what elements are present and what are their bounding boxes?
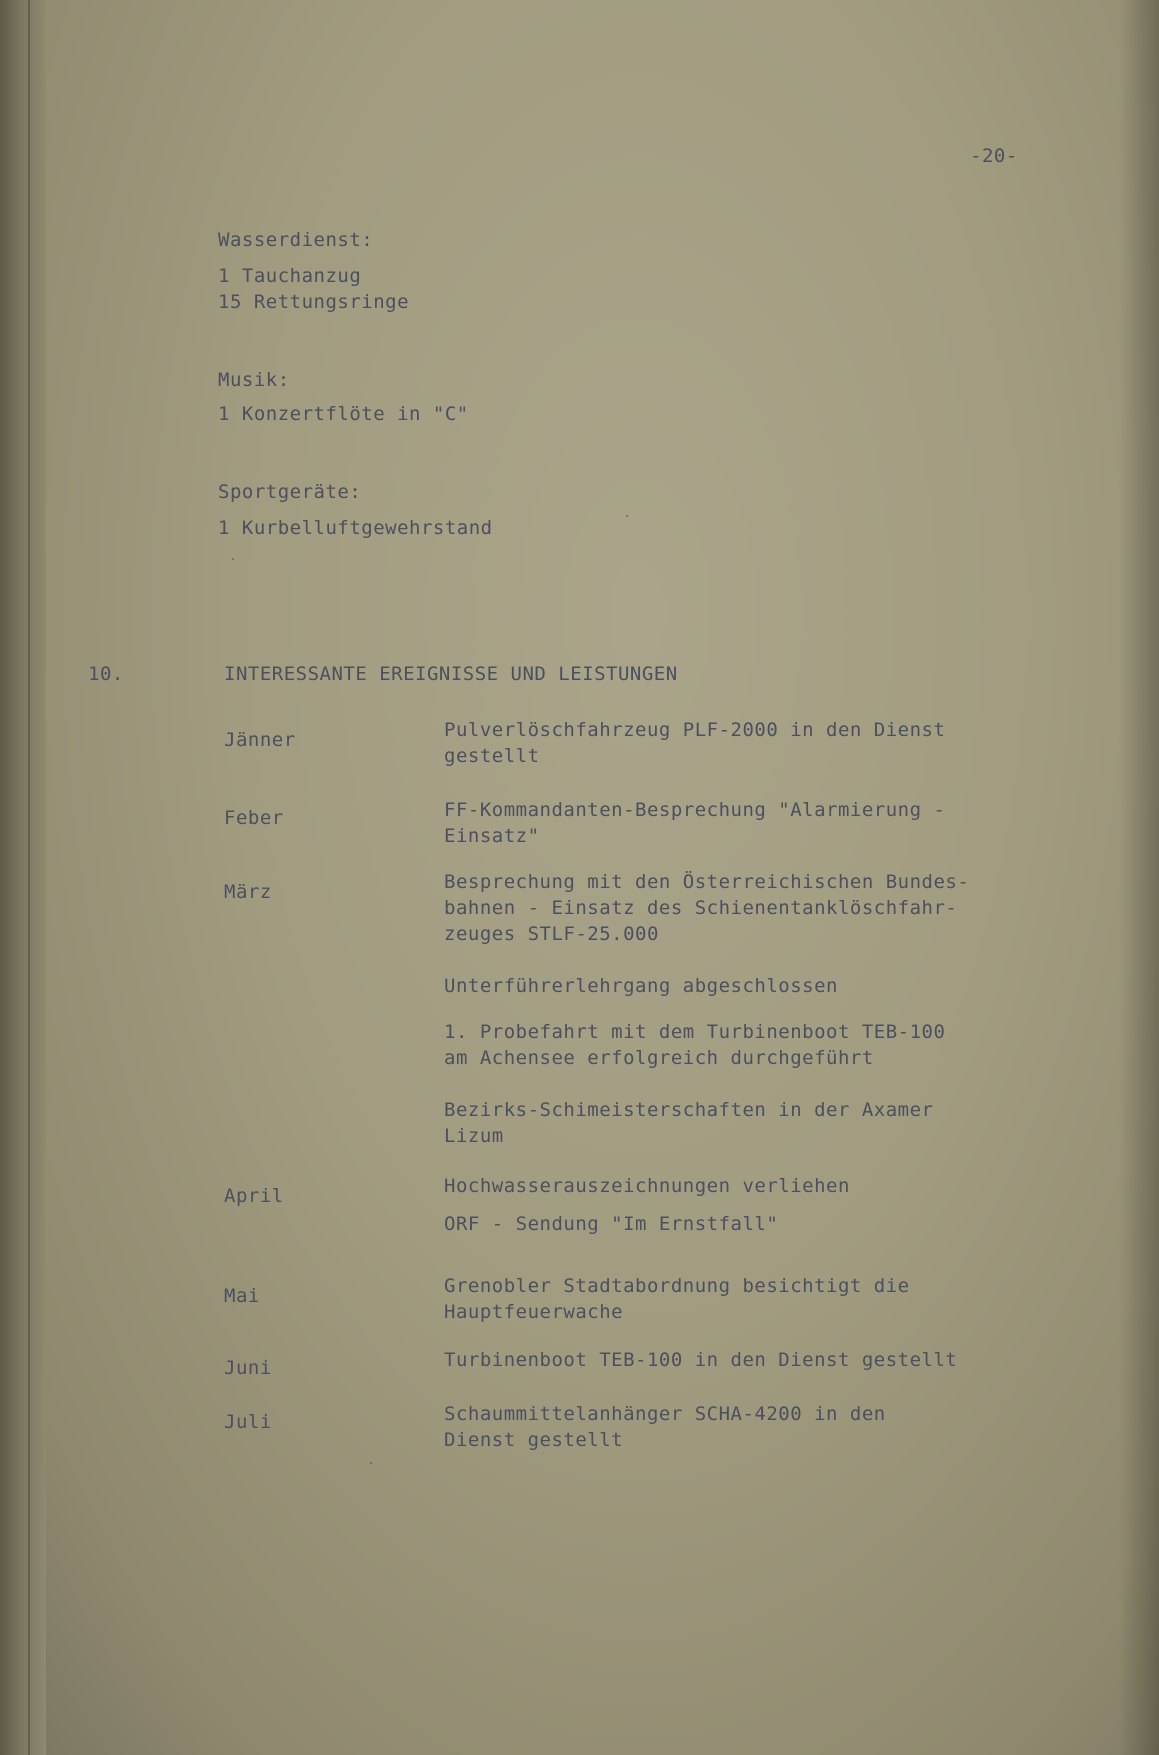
section-title: INTERESSANTE EREIGNISSE UND LEISTUNGEN <box>224 663 678 685</box>
event-line: Lizum <box>444 1125 504 1147</box>
musik-item: 1 Konzertflöte in "C" <box>218 403 469 425</box>
event-line: Bezirks-Schimeisterschaften in der Axamer <box>444 1099 934 1121</box>
event-line: Hochwasserauszeichnungen verliehen <box>444 1175 850 1197</box>
event-line: Unterführerlehrgang abgeschlossen <box>444 975 838 997</box>
event-month: März <box>224 881 272 903</box>
event-month: Mai <box>224 1285 260 1307</box>
paper-speck <box>626 515 628 517</box>
event-line: Besprechung mit den Österreichischen Bundes- <box>444 871 970 893</box>
event-line: am Achensee erfolgreich durchgeführt <box>444 1047 874 1069</box>
event-line: bahnen - Einsatz des Schienentanklöschfahr- <box>444 897 958 919</box>
event-line: FF-Kommandanten-Besprechung "Alarmierung - <box>444 799 946 821</box>
sportgeraete-item: 1 Kurbelluftgewehrstand <box>218 517 493 539</box>
event-line: Schaummittelanhänger SCHA-4200 in den <box>444 1403 886 1425</box>
event-month: Juni <box>224 1357 272 1379</box>
wasserdienst-item: 1 Tauchanzug <box>218 265 362 287</box>
event-month: Feber <box>224 807 284 829</box>
paper-speck <box>370 1462 372 1464</box>
page-edge-shadow <box>1119 0 1159 1755</box>
event-line: gestellt <box>444 745 540 767</box>
event-line: 1. Probefahrt mit dem Turbinenboot TEB-100 <box>444 1021 946 1043</box>
event-line: ORF - Sendung "Im Ernstfall" <box>444 1213 779 1235</box>
event-line: Pulverlöschfahrzeug PLF-2000 in den Dienst <box>444 719 946 741</box>
event-line: Einsatz" <box>444 825 540 847</box>
event-line: Hauptfeuerwache <box>444 1301 624 1323</box>
sportgeraete-heading: Sportgeräte: <box>218 481 362 503</box>
wasserdienst-item: 15 Rettungsringe <box>218 291 410 313</box>
wasserdienst-heading: Wasserdienst: <box>218 229 374 251</box>
event-line: Grenobler Stadtabordnung besichtigt die <box>444 1275 910 1297</box>
paper-speck <box>232 558 234 560</box>
page-number: -20- <box>970 145 1018 167</box>
event-month: Jänner <box>224 729 296 751</box>
musik-heading: Musik: <box>218 369 290 391</box>
section-number: 10. <box>88 663 124 685</box>
page-binding <box>0 0 46 1755</box>
event-month: April <box>224 1185 284 1207</box>
event-month: Juli <box>224 1411 272 1433</box>
binding-fold-line <box>28 0 30 1755</box>
event-line: zeuges STLF-25.000 <box>444 923 659 945</box>
event-line: Dienst gestellt <box>444 1429 624 1451</box>
event-line: Turbinenboot TEB-100 in den Dienst gestellt <box>444 1349 958 1371</box>
